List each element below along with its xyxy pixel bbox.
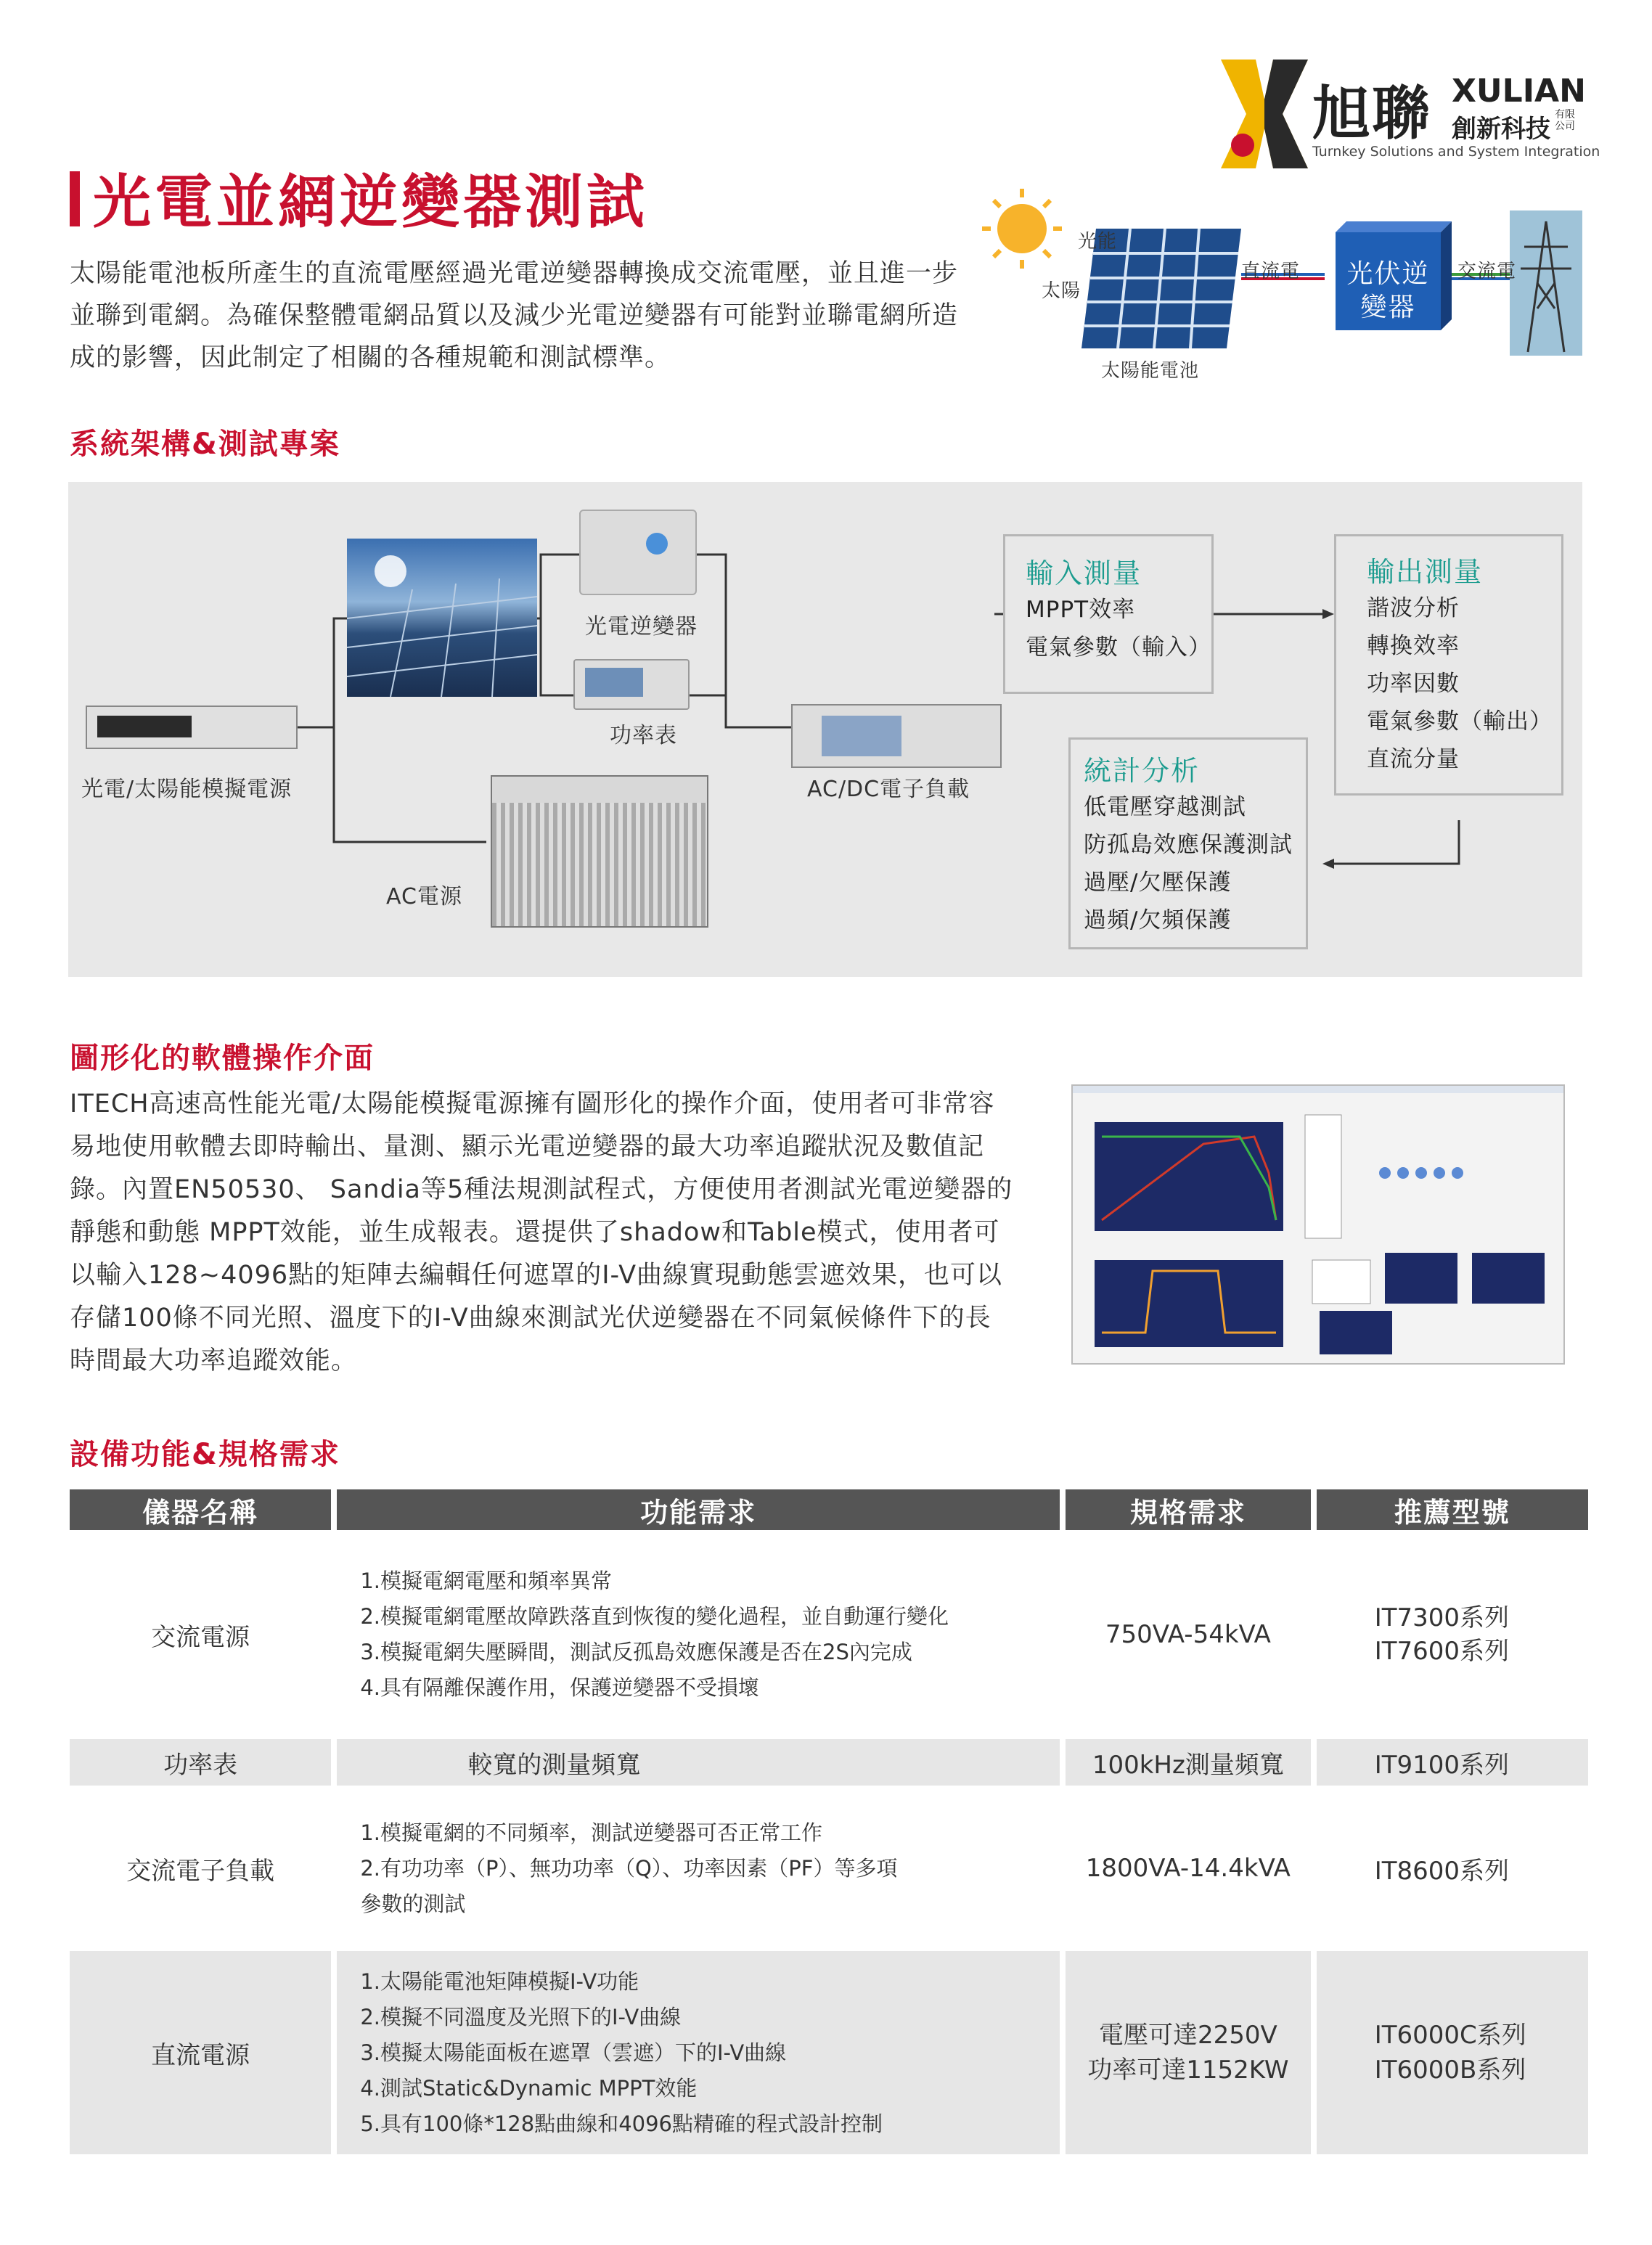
flow-ac-label: 交流電: [1457, 261, 1517, 282]
row-spec: [1066, 1739, 1311, 1786]
spec-line: 100kHz測量頻寬: [1092, 1750, 1284, 1780]
flow-dc-label: 直流電: [1241, 261, 1301, 282]
stats-item: 防孤島效應保護測試: [1084, 832, 1293, 858]
feature-line: 較寬的測量頻寬: [467, 1750, 641, 1780]
ac-source-front-panel: [492, 777, 707, 803]
feature-line: 2.模擬電網電壓故障跌落直到恢復的變化過程，並自動運行變化: [360, 1604, 949, 1629]
page-title: 光電並網逆變器測試: [93, 168, 648, 236]
intro-paragraph: 太陽能電池板所產生的直流電壓經過光電逆變器轉換成交流電壓，並且進一步並聯到電網。為確保整體電網品質以及減少光電逆變器有可能對並聯電網所造成的影響，因此制定了相關的各種規範和測試標準。: [70, 259, 959, 372]
logo-name: 旭聯: [1312, 80, 1431, 147]
row-spec: [1066, 1951, 1311, 2154]
input-measure-title: 輸入測量: [1026, 557, 1142, 589]
logo-sub: 創新科技: [1452, 115, 1550, 144]
feature-line: 3.模擬電網失壓瞬間，測試反孤島效應保護是否在2S內完成: [360, 1640, 912, 1664]
output-measure-item: 電氣參數（輸出）: [1367, 708, 1553, 735]
load-label: AC/DC電子負載: [807, 777, 970, 802]
pv-simulator-label: 光電/太陽能模擬電源: [81, 777, 293, 802]
row-models: [1317, 1540, 1588, 1729]
feature-line: 2.有功功率（P）、無功功率（Q）、功率因素（PF）等多項: [360, 1855, 898, 1881]
feature-line: 2.模擬不同溫度及光照下的I-V曲線: [360, 2004, 682, 2029]
feature-line: 1.太陽能電池矩陣模擬I-V功能: [360, 1968, 639, 1994]
load-display: [822, 716, 901, 756]
input-measure-item: MPPT效率: [1026, 597, 1136, 623]
table-row: [70, 1796, 1588, 1941]
system-heading: 系統架構&測試專案: [70, 428, 340, 461]
model-line: IT9100系列: [1374, 1750, 1510, 1780]
row-name: 功率表: [70, 1739, 331, 1786]
equipment-heading: 設備功能&規格需求: [70, 1438, 340, 1471]
output-measure-item: 轉換效率: [1367, 633, 1460, 659]
stats-title: 統計分析: [1084, 755, 1201, 787]
feature-line: 4.具有隔離保護作用，保護逆變器不受損壞: [360, 1675, 759, 1700]
power-meter-photo: [573, 659, 690, 710]
table-row: [70, 1739, 1588, 1786]
feature-line: 4.測試Static&Dynamic MPPT效能: [360, 2075, 698, 2101]
flow-inverter-label: 光伏逆變器: [1346, 259, 1430, 322]
feature-line: 1.模擬電網電壓和頻率異常: [360, 1569, 612, 1593]
output-measure-item: 功率因數: [1367, 671, 1460, 697]
software-heading: 圖形化的軟體操作介面: [70, 1042, 375, 1075]
output-measure-item: 諧波分析: [1367, 595, 1460, 621]
inverter-label: 光電逆變器: [585, 614, 698, 639]
col-header-model: 推薦型號: [1317, 1489, 1588, 1530]
load-photo: [791, 704, 1002, 768]
software-screenshot: [1071, 1084, 1565, 1365]
equipment-table: [64, 1489, 1594, 2154]
pv-simulator-display: [97, 716, 192, 737]
spec-line: 功率可達1152KW: [1087, 2056, 1289, 2085]
model-line: IT7300系列: [1374, 1603, 1510, 1632]
row-models: [1317, 1951, 1588, 2154]
inverter-photo: [579, 510, 697, 595]
row-features: [337, 1540, 1060, 1729]
feature-line: 5.具有100條*128點曲線和4096點精確的程式設計控制: [360, 2111, 883, 2136]
row-features: [337, 1951, 1060, 2154]
input-measure-box: [1003, 534, 1214, 694]
col-header-spec: 規格需求: [1066, 1489, 1311, 1530]
row-name: 直流電源: [70, 1951, 331, 2154]
model-line: IT6000C系列: [1374, 2021, 1526, 2050]
row-features: [337, 1739, 1060, 1786]
row-spec: [1066, 1796, 1311, 1941]
power-meter-screen: [585, 668, 643, 697]
row-spec: [1066, 1540, 1311, 1729]
ac-source-label: AC電源: [386, 884, 462, 909]
feature-line: 參數的測試: [360, 1891, 466, 1916]
col-header-name: 儀器名稱: [70, 1489, 331, 1530]
table-header-row: [70, 1489, 1588, 1530]
feature-line: 1.模擬電網的不同頻率，測試逆變器可否正常工作: [360, 1820, 822, 1845]
table-row: [70, 1951, 1588, 2154]
input-measure-item: 電氣參數（輸入）: [1026, 634, 1211, 661]
feature-line: 3.模擬太陽能面板在遮罩（雲遮）下的I-V曲線: [360, 2040, 787, 2065]
software-ui-thumbnail: [1073, 1086, 1563, 1363]
logo-slogan: Turnkey Solutions and System Integration: [1312, 144, 1600, 160]
flow-panel-label: 太陽能電池: [1101, 360, 1200, 382]
stats-item: 低電壓穿越測試: [1084, 794, 1246, 820]
output-measure-title: 輸出測量: [1367, 556, 1484, 588]
row-features: [337, 1796, 1060, 1941]
solar-panel-photo: [347, 539, 537, 697]
power-meter-label: 功率表: [610, 723, 677, 748]
pv-simulator-photo: [86, 706, 298, 749]
logo-corp: 有限公司: [1555, 109, 1575, 132]
system-connectors: [0, 0, 1652, 1016]
stats-item: 過壓/欠壓保護: [1084, 870, 1232, 896]
table-row: [70, 1540, 1588, 1729]
stats-item: 過頻/欠頻保護: [1084, 907, 1232, 933]
model-line: IT6000B系列: [1374, 2056, 1526, 2085]
logo-en: XULIAN: [1452, 73, 1586, 110]
spec-line: 電壓可達2250V: [1098, 2021, 1277, 2050]
row-name: 交流電源: [151, 1622, 250, 1652]
model-line: IT7600系列: [1374, 1637, 1510, 1666]
sun-burst-icon: [347, 539, 537, 697]
model-line: IT8600系列: [1374, 1856, 1510, 1886]
row-models: [1317, 1739, 1588, 1786]
output-measure-box: [1334, 534, 1563, 796]
stats-box: [1068, 737, 1308, 949]
spec-line: 1800VA-14.4kVA: [1085, 1854, 1291, 1883]
col-header-feature: 功能需求: [337, 1489, 1060, 1530]
inverter-status-icon: [646, 533, 668, 555]
ac-source-photo: [491, 775, 708, 928]
output-measure-item: 直流分量: [1367, 746, 1460, 772]
flow-light-label: 光能: [1078, 231, 1118, 253]
spec-line: 750VA-54kVA: [1105, 1620, 1271, 1649]
flow-sun-label: 太陽: [1042, 280, 1081, 302]
row-models: [1317, 1796, 1588, 1941]
software-paragraph: ITECH高速高性能光電/太陽能模擬電源擁有圖形化的操作介面，使用者可非常容易地使用軟體去即時輸出、量測、顯示光電逆變器的最大功率追蹤狀況及數值記錄。內置EN50530、 Sandia等5種法規測試程式，方便使用者測試光電逆變器的靜態和動態 MPPT效能，並生成報表。還提供了shadow和Table模式，使用者可以輸入128~4096點的矩陣去編輯任何遮罩的I-V曲線實現動態雲遮效果，也可以存儲100條不同光照、溫度下的I-V曲線來測試光伏逆變器在不同氣候條件下的長時間最大功率追蹤效能。: [70, 1089, 1013, 1375]
row-name: 交流電子負載: [126, 1856, 275, 1886]
